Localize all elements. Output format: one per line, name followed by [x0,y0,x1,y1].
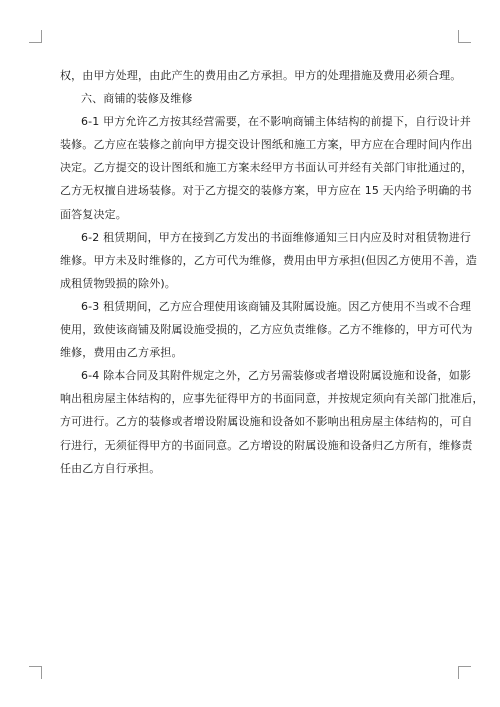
text-line: 6-1 甲方允许乙方按其经营需要，在不影响商铺主体结构的前提下，自行设计并 [81,115,472,129]
text-line: 装修。乙方应在装修之前向甲方提交设计图纸和施工方案，甲方应在合理时间内作出 [60,138,473,152]
text-line: 成租赁物毁损的除外)。 [60,276,176,290]
text-line: 方可进行。乙方的装修或者增设附属设施和设备如不影响出租房屋主体结构的，可自 [60,415,473,429]
crop-mark-top-left [29,30,42,43]
text-line: 任由乙方自行承担。 [60,461,161,475]
text-line: 面答复决定。 [60,207,127,221]
text-line: 行进行，无须征得甲方的书面同意。乙方增设的附属设施和设备归乙方所有，维修责 [60,438,473,452]
text-line: 6-4 除本合同及其附件规定之外，乙方另需装修或者增设附属设施和设备，如影 [81,369,472,383]
document-body [60,64,484,480]
text-line: 维修。甲方未及时维修的，乙方可代为维修，费用由甲方承担(但因乙方使用不善，造 [60,253,477,267]
section-heading: 六、商铺的装修及维修 [81,92,193,106]
text-line: 决定。乙方提交的设计图纸和施工方案未经甲方书面认可并经有关部门审批通过的， [60,161,473,175]
crop-mark-bottom-right [458,666,471,679]
text-line: 维修，费用由乙方承担。 [60,346,183,360]
crop-mark-bottom-left [29,666,42,679]
text-line: 6-2 租赁期间，甲方在接到乙方发出的书面维修通知三日内应及时对租赁物进行 [81,230,472,244]
text-line: 权，由甲方处理，由此产生的费用由乙方承担。甲方的处理措施及费用必须合理。 [60,69,462,82]
text-line: 响出租房屋主体结构的，应事先征得甲方的书面同意，并按规定须向有关部门批准后， [60,392,484,406]
text-line: 使用，致使该商铺及附属设施受损的，乙方应负责维修。乙方不维修的，甲方可代为 [60,323,473,337]
crop-mark-top-right [458,30,471,43]
text-line: 乙方无权擅自进场装修。对于乙方提交的装修方案，甲方应在 15 天内给予明确的书 [60,184,472,198]
text-line: 6-3 租赁期间，乙方应合理使用该商铺及其附属设施。因乙方使用不当或不合理 [81,299,472,313]
